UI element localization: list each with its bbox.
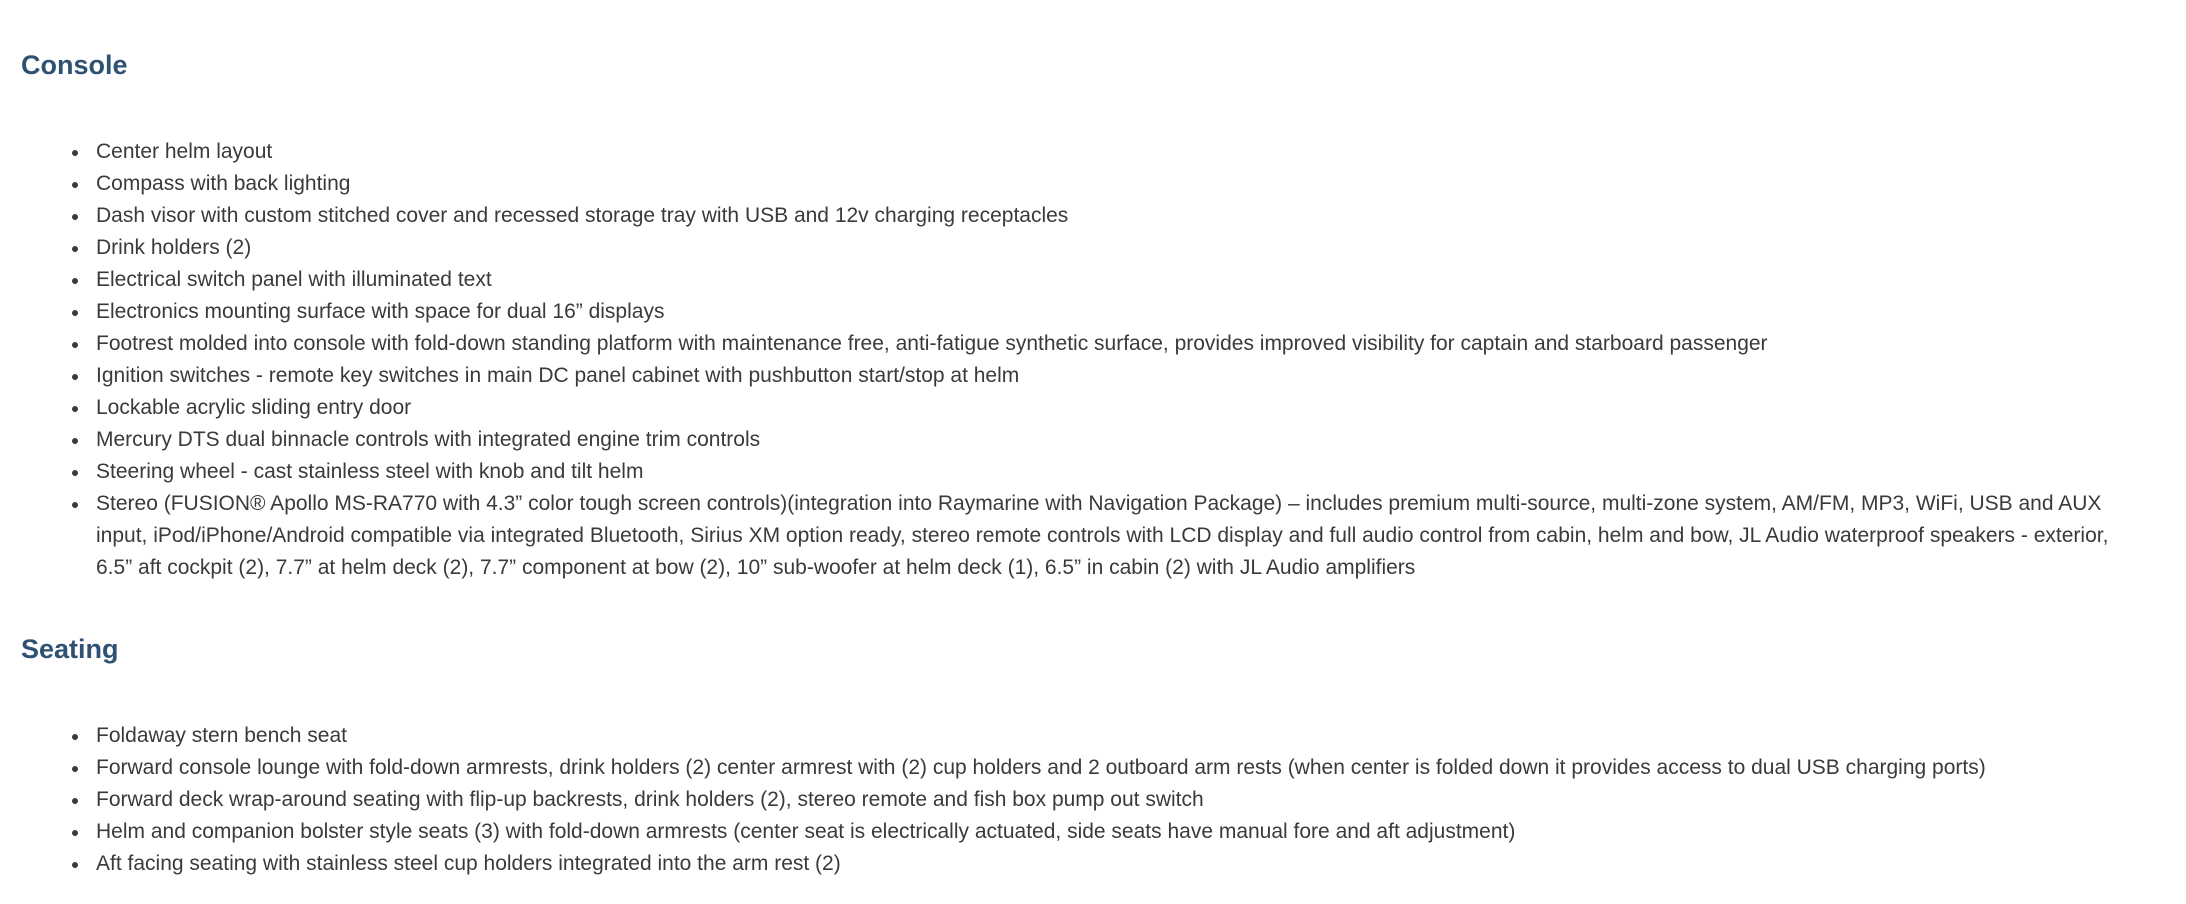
list-item: Drink holders (2) (0, 232, 2126, 264)
seating-feature-list (0, 720, 2126, 880)
list-item: Steering wheel - cast stainless steel with knob and tilt helm (0, 456, 2126, 488)
list-item: Electrical switch panel with illuminated text (0, 264, 2126, 296)
list-item: Forward deck wrap-around seating with flip-up backrests, drink holders (2), stereo remote and fish box pump out switch (0, 784, 2126, 816)
list-item: Dash visor with custom stitched cover and recessed storage tray with USB and 12v charging receptacles (0, 200, 2126, 232)
list-item: Electronics mounting surface with space for dual 16” displays (0, 296, 2126, 328)
list-item: Mercury DTS dual binnacle controls with integrated engine trim controls (0, 424, 2126, 456)
list-item: Ignition switches - remote key switches in main DC panel cabinet with pushbutton start/stop at helm (0, 360, 2126, 392)
list-item: Center helm layout (0, 136, 2126, 168)
section-heading-seating: Seating (21, 634, 119, 664)
list-item: Footrest molded into console with fold-down standing platform with maintenance free, anti-fatigue synthetic surface, provides improved visibility for captain and starboard passenger (0, 328, 2126, 360)
list-item: Stereo (FUSION® Apollo MS-RA770 with 4.3” color tough screen controls)(integration into Raymarine with Navigation Package) – includes premium multi-source, multi-zone system, AM/FM, MP3, WiFi, USB and AUX input, iPod/iPhone/Android compatible via integrated Bluetooth, Sirius XM option ready, stereo remote controls with LCD display and full audio control from cabin, helm and bow, JL Audio waterproof speakers - exterior, 6.5” aft cockpit (2), 7.7” at helm deck (2), 7.7” component at bow (2), 10” sub-woofer at helm deck (1), 6.5” in cabin (2) with JL Audio amplifiers (0, 488, 2126, 584)
list-item: Aft facing seating with stainless steel cup holders integrated into the arm rest (2) (0, 848, 2126, 880)
list-item: Foldaway stern bench seat (0, 720, 2126, 752)
list-item: Helm and companion bolster style seats (3) with fold-down armrests (center seat is electrically actuated, side seats have manual fore and aft adjustment) (0, 816, 2126, 848)
console-feature-list (0, 136, 2126, 584)
section-heading-console: Console (21, 50, 128, 80)
list-item: Compass with back lighting (0, 168, 2126, 200)
list-item: Forward console lounge with fold-down armrests, drink holders (2) center armrest with (2) cup holders and 2 outboard arm rests (when center is folded down it provides access to dual USB charging ports) (0, 752, 2126, 784)
list-item: Lockable acrylic sliding entry door (0, 392, 2126, 424)
